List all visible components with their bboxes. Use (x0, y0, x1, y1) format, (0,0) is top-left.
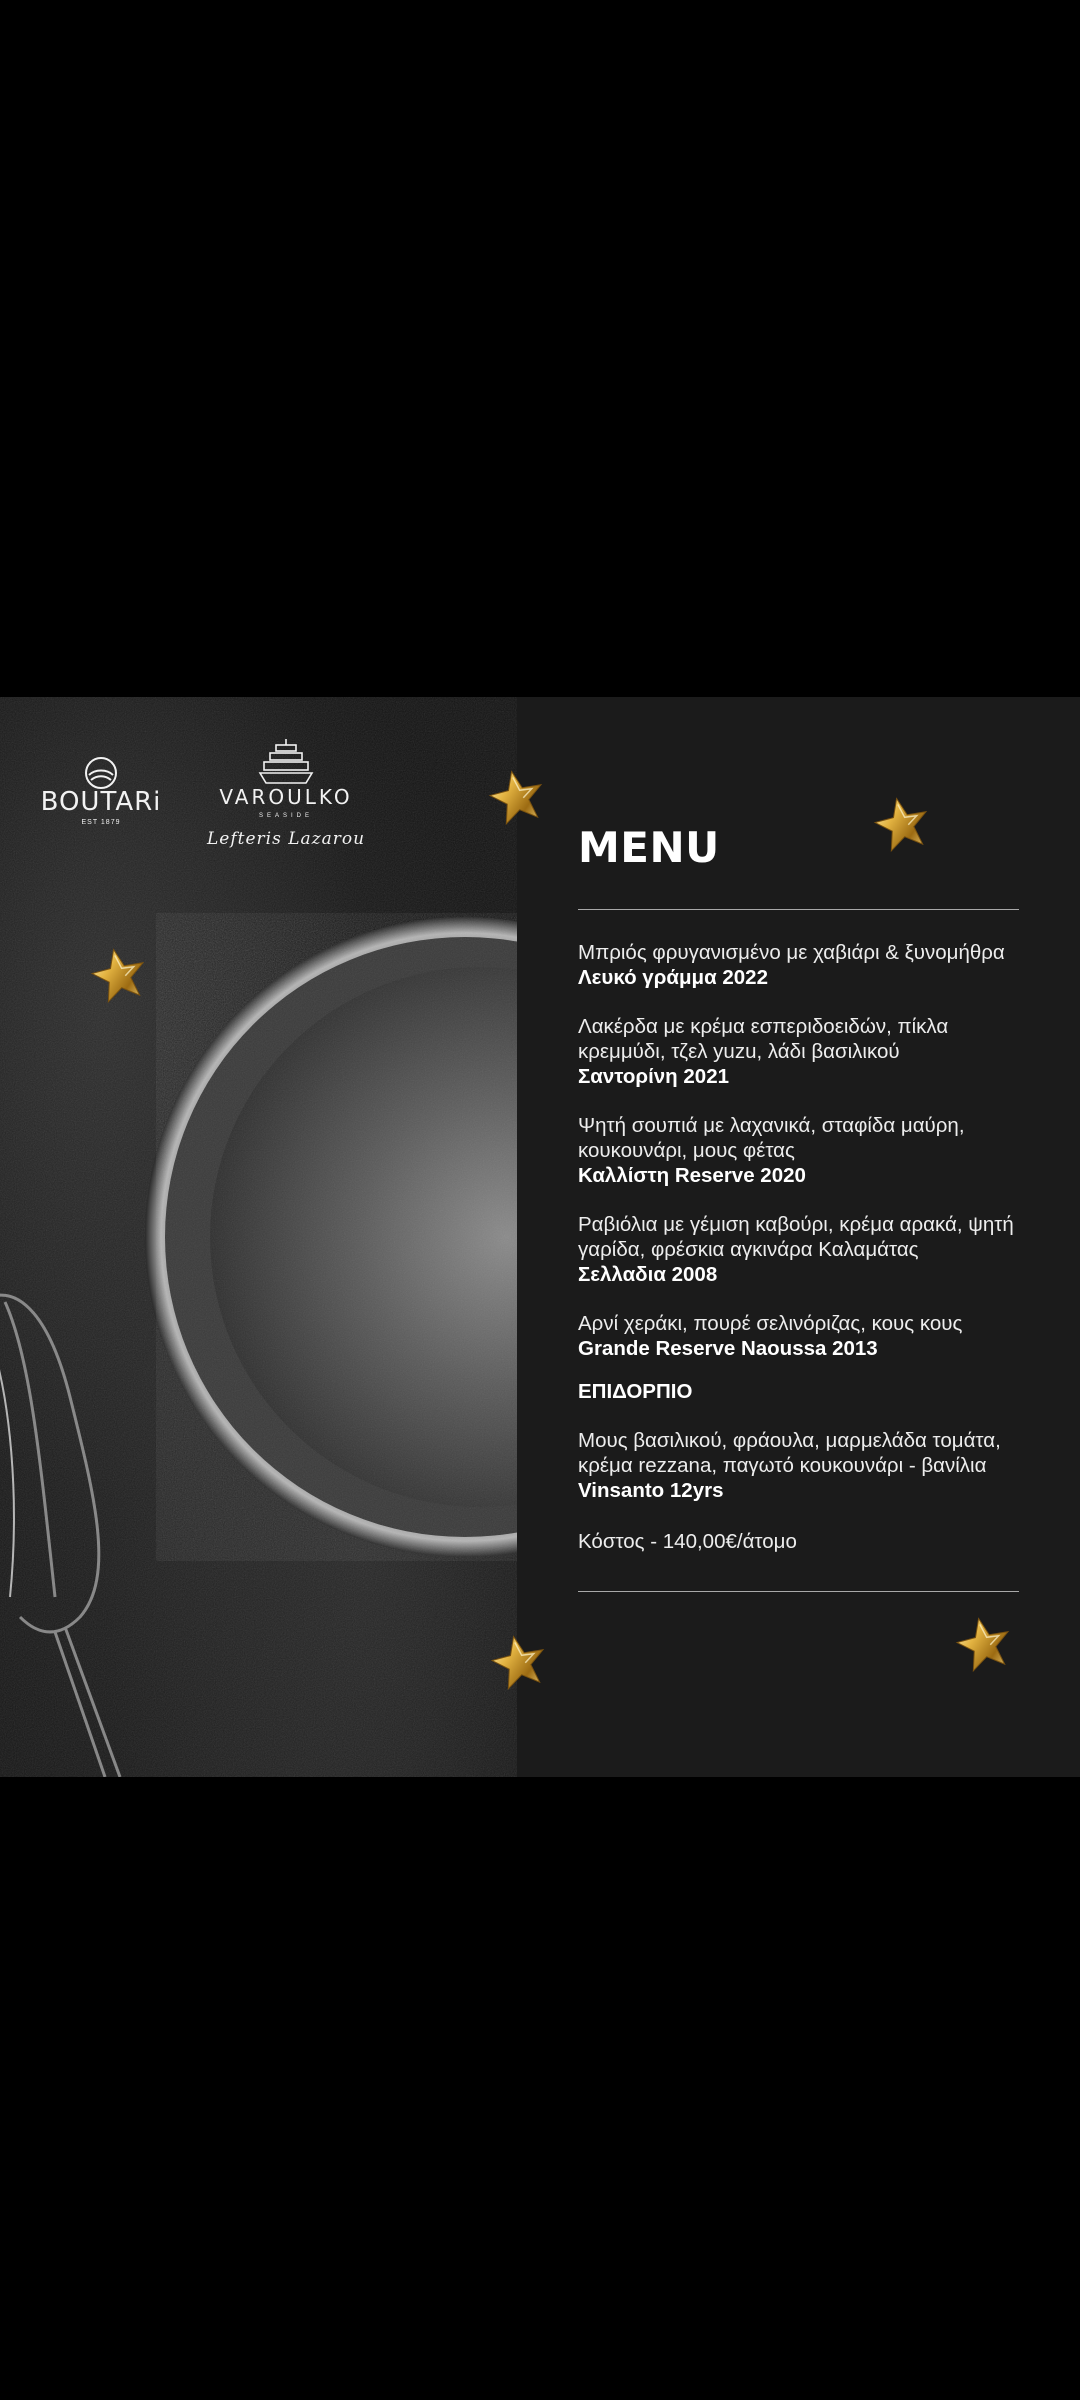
course-description: Λακέρδα με κρέμα εσπεριδοειδών, πίκλα κρεμμύδι, τζελ yuzu, λάδι βασιλικού (578, 1015, 949, 1063)
wine-pairing: Λευκό γράμμα 2022 (578, 966, 768, 989)
boutari-name: BOUTARi (40, 787, 162, 817)
gold-star-icon (954, 1614, 1014, 1674)
course-description: Αρνί χεράκι, πουρέ σελινόριζας, κους κους (578, 1312, 963, 1335)
gold-star-icon (487, 767, 547, 827)
ship-icon (256, 739, 316, 787)
dessert-heading: ΕΠΙΔΟΡΠΙΟ (578, 1380, 693, 1403)
price-per-person: Κόστος - 140,00€/άτομο (578, 1530, 797, 1553)
wine-pairing: Σελλαδια 2008 (578, 1263, 718, 1286)
varoulko-sub: SEASIDE (258, 813, 313, 819)
gold-star-icon (89, 945, 149, 1005)
wine-pairing: Σαντορίνη 2021 (578, 1065, 730, 1088)
gold-star-icon (872, 794, 932, 854)
course-description: Μπριός φρυγανισμένο με χαβιάρι & ξυνομήθρα (578, 941, 1005, 964)
course-item (578, 940, 1038, 990)
divider-top (578, 909, 1019, 910)
boutari-logo (36, 755, 166, 835)
dessert-item (578, 1428, 1038, 1503)
wine-pairing: Grande Reserve Naoussa 2013 (578, 1337, 878, 1360)
varoulko-name: VAROULKO (219, 785, 353, 809)
stone-texture (0, 697, 517, 1777)
course-item (578, 1113, 1038, 1188)
boutari-emblem-icon (83, 755, 119, 791)
boutari-est: EST 1879 (81, 819, 121, 826)
dessert-description: Μους βασιλικού, φράουλα, μαρμελάδα τομάτα, κρέμα rezzana, παγωτό κουκουνάρι - βανίλια (578, 1429, 1001, 1477)
logos (36, 737, 366, 857)
gold-star-icon (489, 1632, 549, 1692)
course-item (578, 1311, 1038, 1361)
course-list (578, 940, 1038, 1554)
course-item (578, 1014, 1038, 1089)
divider-bottom (578, 1591, 1019, 1592)
course-description: Ραβιόλια με γέμιση καβούρι, κρέμα αρακά, ψητή γαρίδα, φρέσκια αγκινάρα Καλαμάτας (578, 1213, 1014, 1261)
chef-signature: Lefteris Lazarou (206, 829, 366, 849)
menu-card-image (0, 697, 1080, 1777)
varoulko-logo (186, 739, 386, 859)
dessert-wine-pairing: Vinsanto 12yrs (578, 1479, 724, 1502)
menu-title: MENU (578, 823, 720, 872)
course-item (578, 1212, 1038, 1287)
course-description: Ψητή σουπιά με λαχανικά, σταφίδα μαύρη, κουκουνάρι, μους φέτας (578, 1114, 965, 1162)
wine-pairing: Καλλίστη Reserve 2020 (578, 1164, 806, 1187)
photo-panel (0, 697, 517, 1777)
